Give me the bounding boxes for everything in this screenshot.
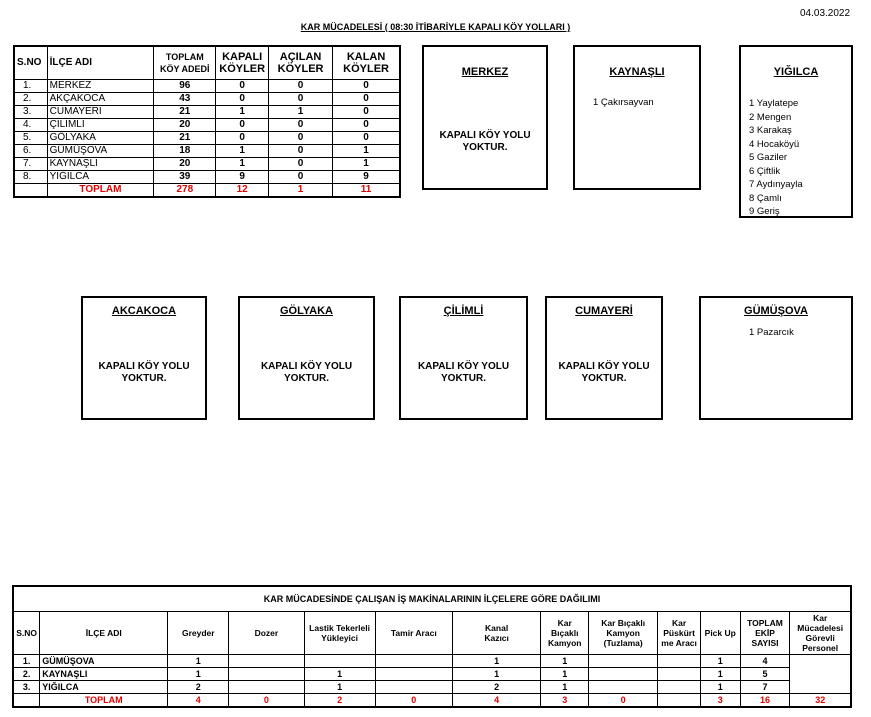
row-ilce: CUMAYERİ xyxy=(47,106,154,119)
district-box-akcakoca xyxy=(81,296,207,420)
row-toplam: 20 xyxy=(154,158,216,171)
header-greyder: Greyder xyxy=(168,612,229,655)
row-ilce: ÇİLİMLİ xyxy=(47,119,154,132)
row-kanal: 1 xyxy=(452,655,540,668)
total-kalan: 11 xyxy=(333,184,400,198)
row-ekip: 7 xyxy=(740,681,790,694)
district-box-title: ÇİLİMLİ xyxy=(443,305,484,317)
row-lastik xyxy=(304,655,375,668)
district-box-title: GÜMÜŞOVA xyxy=(744,305,808,317)
row-acilan: 0 xyxy=(268,93,332,106)
header-kanal: Kanal Kazıcı xyxy=(452,612,540,655)
row-kpa xyxy=(658,681,701,694)
row-acilan: 0 xyxy=(268,80,332,93)
header-ilce: İLÇE ADI xyxy=(47,46,154,80)
header-pickup: Pick Up xyxy=(700,612,740,655)
row-sno: 8. xyxy=(14,171,47,184)
row-kbk: 1 xyxy=(541,668,589,681)
table-row xyxy=(14,132,400,145)
row-kalan: 0 xyxy=(333,106,400,119)
district-box-yigilca xyxy=(739,45,853,218)
total-ekip: 16 xyxy=(740,694,790,708)
row-lastik: 1 xyxy=(304,681,375,694)
district-box-title: MERKEZ xyxy=(461,66,509,78)
total-lastik: 2 xyxy=(304,694,375,708)
header-tamir: Tamir Aracı xyxy=(375,612,452,655)
list-item: 6 Çiftlik xyxy=(749,165,781,177)
row-ilce: GÖLYAKA xyxy=(47,132,154,145)
list-item: 9 Geriş xyxy=(749,206,780,217)
row-ilce: AKÇAKOCA xyxy=(47,93,154,106)
district-box-title: KAYNAŞLI xyxy=(609,66,665,78)
table-row xyxy=(14,145,400,158)
district-box-title: CUMAYERİ xyxy=(575,305,633,317)
row-toplam: 20 xyxy=(154,119,216,132)
row-sno: 4. xyxy=(14,119,47,132)
row-kbt xyxy=(589,681,658,694)
list-item: 1 Yaylatepe xyxy=(749,98,799,109)
header-toplam: TOPLAM KÖY ADEDİ xyxy=(154,46,216,80)
row-kalan: 0 xyxy=(333,132,400,145)
table-row xyxy=(14,158,400,171)
row-acilan: 1 xyxy=(268,106,332,119)
row-toplam: 96 xyxy=(154,80,216,93)
list-item: 3 Karakaş xyxy=(749,125,792,136)
total-kbt: 0 xyxy=(589,694,658,708)
row-kapali: 1 xyxy=(216,145,269,158)
row-toplam: 39 xyxy=(154,171,216,184)
list-item: 1 Çakırsayvan xyxy=(593,97,654,108)
row-acilan: 0 xyxy=(268,158,332,171)
row-kapali: 0 xyxy=(216,80,269,93)
total-kbk: 3 xyxy=(541,694,589,708)
district-box-cilimli xyxy=(399,296,528,420)
header-sno: S.NO xyxy=(14,46,47,80)
row-sno: 1. xyxy=(14,80,47,93)
table-row xyxy=(14,80,400,93)
row-kapali: 0 xyxy=(216,132,269,145)
row-acilan: 0 xyxy=(268,119,332,132)
total-personel: 32 xyxy=(790,694,851,708)
table-total-row xyxy=(13,694,851,708)
row-kapali: 1 xyxy=(216,158,269,171)
table-total-row xyxy=(14,184,400,198)
district-box-message: KAPALI KÖY YOLU YOKTUR. xyxy=(439,130,531,153)
list-item: 5 Gaziler xyxy=(749,152,788,163)
total-label: TOPLAM xyxy=(40,694,168,708)
district-box-message: KAPALI KÖY YOLU YOKTUR. xyxy=(417,361,510,384)
row-kpa xyxy=(658,655,701,668)
table-row xyxy=(14,106,400,119)
row-kalan: 1 xyxy=(333,145,400,158)
row-ilce: YIĞILCA xyxy=(40,681,168,694)
table-row xyxy=(13,668,851,681)
row-sno: 5. xyxy=(14,132,47,145)
header-kapali: KAPALI KÖYLER xyxy=(216,46,269,80)
report-title: KAR MÜCADELESİ ( 08:30 İTİBARİYLE KAPALI KÖY YOLLARI ) xyxy=(300,22,571,32)
row-kalan: 1 xyxy=(333,158,400,171)
table-row xyxy=(14,119,400,132)
row-toplam: 21 xyxy=(154,106,216,119)
row-sno: 7. xyxy=(14,158,47,171)
total-greyder: 4 xyxy=(168,694,229,708)
row-toplam: 18 xyxy=(154,145,216,158)
row-ekip: 4 xyxy=(740,655,790,668)
district-box-golyaka xyxy=(238,296,375,420)
row-kapali: 9 xyxy=(216,171,269,184)
row-toplam: 21 xyxy=(154,132,216,145)
row-ilce: KAYNAŞLI xyxy=(40,668,168,681)
total-tamir: 0 xyxy=(375,694,452,708)
row-sno: 2. xyxy=(14,93,47,106)
total-label: TOPLAM xyxy=(47,184,154,198)
header-personel: Kar Mücadelesi Görevli Personel xyxy=(790,612,851,655)
district-box-title: GÖLYAKA xyxy=(280,305,333,317)
closed-village-list xyxy=(749,326,794,340)
row-kbk: 1 xyxy=(541,655,589,668)
row-kalan: 0 xyxy=(333,80,400,93)
row-pickup: 1 xyxy=(700,668,740,681)
row-greyder: 1 xyxy=(168,655,229,668)
header-sno: S.NO xyxy=(13,612,40,655)
row-kalan: 0 xyxy=(333,119,400,132)
row-acilan: 0 xyxy=(268,171,332,184)
row-sno: 6. xyxy=(14,145,47,158)
row-kpa xyxy=(658,668,701,681)
closed-roads-summary-table xyxy=(13,45,401,198)
row-greyder: 1 xyxy=(168,668,229,681)
row-kbt xyxy=(589,655,658,668)
row-kapali: 0 xyxy=(216,119,269,132)
district-box-cumayeri xyxy=(545,296,663,420)
header-kar-puskurtme: Kar Püskürt me Aracı xyxy=(658,612,701,655)
row-kanal: 1 xyxy=(452,668,540,681)
header-kar-bicakli-kamyon-tuzlama: Kar Bıçaklı Kamyon (Tuzlama) xyxy=(589,612,658,655)
table-row xyxy=(13,681,851,694)
row-acilan: 0 xyxy=(268,132,332,145)
table-row xyxy=(13,655,851,668)
row-lastik: 1 xyxy=(304,668,375,681)
row-kapali: 1 xyxy=(216,106,269,119)
row-dozer xyxy=(229,681,304,694)
district-box-kaynasli xyxy=(573,45,701,190)
header-kar-bicakli-kamyon: Kar Bıçaklı Kamyon xyxy=(541,612,589,655)
row-kanal: 2 xyxy=(452,681,540,694)
table-row xyxy=(14,93,400,106)
row-kbk: 1 xyxy=(541,681,589,694)
row-dozer xyxy=(229,668,304,681)
header-dozer: Dozer xyxy=(229,612,304,655)
total-kanal: 4 xyxy=(452,694,540,708)
district-box-message: KAPALI KÖY YOLU YOKTUR. xyxy=(558,361,650,384)
header-lastik: Lastik Tekerleli Yükleyici xyxy=(304,612,375,655)
total-acilan: 1 xyxy=(268,184,332,198)
total-kpa xyxy=(658,694,701,708)
table-row xyxy=(14,171,400,184)
header-ekip: TOPLAM EKİP SAYISI xyxy=(740,612,790,655)
row-kalan: 0 xyxy=(333,93,400,106)
district-box-title: YIĞILCA xyxy=(773,66,819,78)
row-sno: 2. xyxy=(13,668,40,681)
list-item: 2 Mengen xyxy=(749,111,792,123)
row-kalan: 9 xyxy=(333,171,400,184)
district-box-title: AKCAKOCA xyxy=(111,305,177,317)
closed-village-list xyxy=(749,97,803,219)
row-sno: 1. xyxy=(13,655,40,668)
total-toplam: 278 xyxy=(154,184,216,198)
row-dozer xyxy=(229,655,304,668)
row-ilce: KAYNAŞLI xyxy=(47,158,154,171)
header-acilan: AÇILAN KÖYLER xyxy=(268,46,332,80)
table-header-row xyxy=(14,46,400,80)
row-ilce: MERKEZ xyxy=(47,80,154,93)
row-kbt xyxy=(589,668,658,681)
machines-distribution-table xyxy=(12,585,852,708)
machines-caption: KAR MÜCADESİNDE ÇALIŞAN İŞ MAKİNALARININ İLÇELERE GÖRE DAĞILIMI xyxy=(13,586,851,612)
header-kalan: KALAN KÖYLER xyxy=(333,46,400,80)
row-pickup: 1 xyxy=(700,655,740,668)
row-toplam: 43 xyxy=(154,93,216,106)
district-box-message: KAPALI KÖY YOLU YOKTUR. xyxy=(260,361,353,384)
row-pickup: 1 xyxy=(700,681,740,694)
row-tamir xyxy=(375,681,452,694)
report-date: 04.03.2022 xyxy=(800,8,851,19)
row-sno: 3. xyxy=(14,106,47,119)
header-ilce: İLÇE ADI xyxy=(40,612,168,655)
list-item: 8 Çamlı xyxy=(749,192,782,204)
total-pickup: 3 xyxy=(700,694,740,708)
list-item: 7 Aydınyayla xyxy=(749,179,803,190)
row-ilce: GÜMÜŞOVA xyxy=(40,655,168,668)
list-item: 1 Pazarcık xyxy=(749,327,794,338)
total-kapali: 12 xyxy=(216,184,269,198)
row-sno: 3. xyxy=(13,681,40,694)
row-ilce: YIĞILCA xyxy=(47,171,154,184)
row-acilan: 0 xyxy=(268,145,332,158)
district-box-merkez xyxy=(422,45,548,190)
row-tamir xyxy=(375,668,452,681)
district-box-message: KAPALI KÖY YOLU YOKTUR. xyxy=(98,361,190,384)
district-box-gumusova xyxy=(699,296,853,420)
total-dozer: 0 xyxy=(229,694,304,708)
row-kapali: 0 xyxy=(216,93,269,106)
row-ekip: 5 xyxy=(740,668,790,681)
closed-village-list xyxy=(593,96,654,110)
table-header-row xyxy=(13,612,851,655)
row-ilce: GÜMÜŞOVA xyxy=(47,145,154,158)
list-item: 4 Hocaköyü xyxy=(749,138,800,150)
row-greyder: 2 xyxy=(168,681,229,694)
row-tamir xyxy=(375,655,452,668)
